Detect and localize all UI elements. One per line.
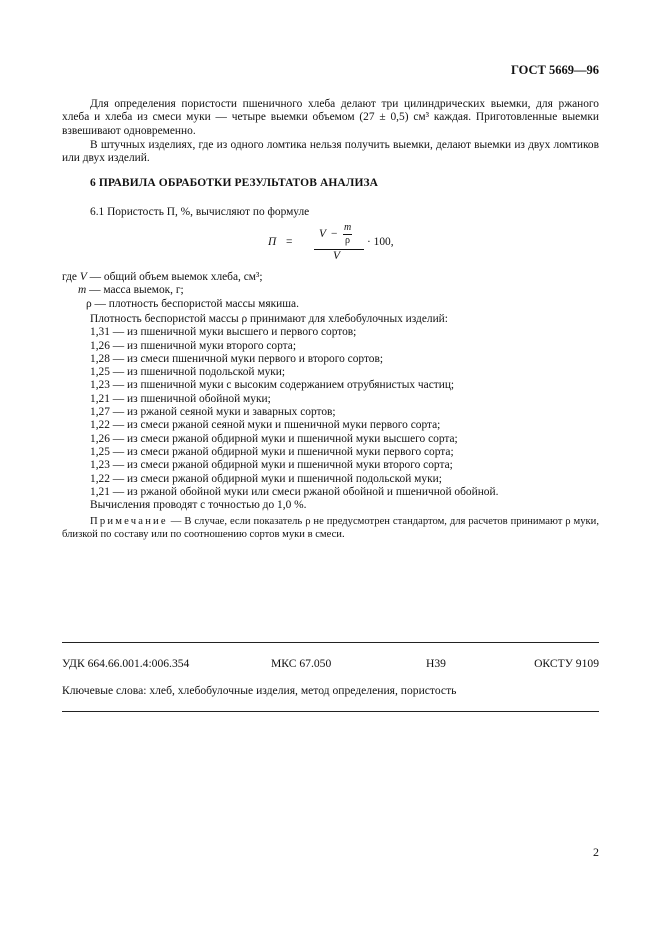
formula-intro: 6.1 Пористость П, %, вычисляют по формуле <box>90 206 310 218</box>
list-item: 1,28 — из смеси пшеничной муки первого и второго сортов; <box>90 352 384 365</box>
intro-text-2: В штучных изделиях, где из одного ломтика нельзя получить выемки, делают выемки из двух ломтиков или двух изделий. <box>62 139 599 165</box>
list-item: 1,22 — из смеси ржаной сеяной муки и пшеничной муки первого сорта; <box>90 419 441 432</box>
formula-denominator: V <box>333 250 340 262</box>
intro-paragraph-2 <box>62 139 599 166</box>
group-code: Н39 <box>426 657 446 670</box>
list-item: 1,27 — из ржаной сеяной муки и заварных сортов; <box>90 406 336 419</box>
classification-codes <box>62 657 599 671</box>
intro-text-1: Для определения пористости пшеничного хлеба делают три цилиндрических выемки, для ржаного хлеба и хлеба из смеси муки — четыре выемки объемом (27 ± 0,5) см³ каждая. Приготовленные выемки взвешивают одновременно. <box>62 98 599 137</box>
definition-volume <box>62 271 299 284</box>
definition-text: — масса выемок, г; <box>86 284 184 297</box>
okstu-code: ОКСТУ 9109 <box>534 657 599 670</box>
variable-definitions <box>62 271 299 311</box>
note-label: Примечание <box>90 516 168 527</box>
footer-divider-bottom <box>62 711 599 712</box>
note <box>62 516 599 541</box>
formula-equals: = <box>286 236 293 248</box>
keywords: Ключевые слова: хлеб, хлебобулочные изделия, метод определения, пористость <box>62 684 457 697</box>
definition-prefix: где <box>62 271 80 283</box>
formula-numerator-v: V <box>319 228 326 240</box>
definition-text: — общий объем выемок хлеба, см³; <box>86 271 263 283</box>
definition-symbol: V <box>79 271 87 283</box>
formula-mass: m <box>344 222 352 233</box>
definition-density <box>62 298 299 311</box>
formula-minus: − <box>331 228 338 240</box>
document-id: ГОСТ 5669—96 <box>510 63 599 77</box>
udk-code: УДК 664.66.001.4:006.354 <box>62 657 190 670</box>
list-item: 1,23 — из пшеничной муки с высоким содержанием отрубянистых частиц; <box>90 379 455 392</box>
list-item: 1,23 — из смеси ржаной обдирной муки и пшеничной муки второго сорта; <box>90 459 453 472</box>
formula-density: ρ <box>345 235 350 246</box>
section-title: 6 ПРАВИЛА ОБРАБОТКИ РЕЗУЛЬТАТОВ АНАЛИЗА <box>90 177 379 189</box>
list-item: 1,21 — из ржаной обойной муки или смеси ржаной обойной и пшеничной обойной. <box>90 485 499 498</box>
intro-paragraph-1 <box>62 98 599 138</box>
definition-text: — плотность беспористой массы мякиша. <box>91 297 299 310</box>
list-item: 1,26 — из смеси ржаной обдирной муки и пшеничной муки высшего сорта; <box>90 432 458 445</box>
formula-multiplier: · 100, <box>367 236 394 248</box>
definition-symbol: m <box>78 284 87 297</box>
precision-statement: Вычисления проводят с точностью до 1,0 %. <box>90 499 307 512</box>
list-item: 1,25 — из пшеничной подольской муки; <box>90 366 286 379</box>
density-list <box>90 313 498 512</box>
porosity-formula <box>268 222 398 268</box>
definition-mass <box>62 284 299 297</box>
list-item: 1,22 — из смеси ржаной обдирной муки и пшеничной подольской муки; <box>90 472 442 485</box>
definition-symbol: ρ <box>86 297 92 310</box>
list-item: 1,26 — из пшеничной муки второго сорта; <box>90 339 296 352</box>
page-number: 2 <box>593 845 599 859</box>
note-text: — В случае, если показатель ρ не предусмотрен стандартом, для расчетов принимают ρ муки, близкой по составу или по соотношению сортов муки в смеси. <box>62 516 599 540</box>
mks-code: МКС 67.050 <box>271 657 332 670</box>
list-item: 1,31 — из пшеничной муки высшего и первого сортов; <box>90 326 357 339</box>
density-intro: Плотность беспористой массы ρ принимают для хлебобулочных изделий: <box>90 313 448 325</box>
footer-divider-top <box>62 642 599 643</box>
list-item: 1,25 — из смеси ржаной обдирной муки и пшеничной муки первого сорта; <box>90 445 454 458</box>
formula-lhs: П <box>268 236 277 248</box>
list-item: 1,21 — из пшеничной обойной муки; <box>90 392 271 405</box>
